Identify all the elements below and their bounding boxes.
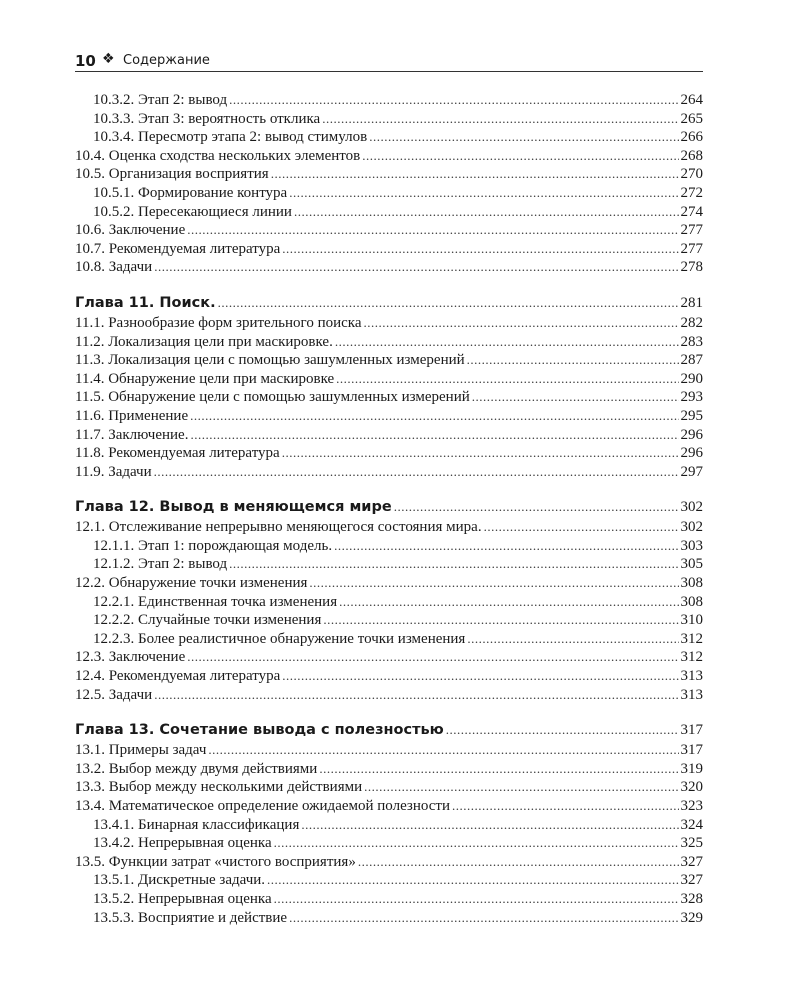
dot-leader	[282, 444, 679, 463]
dot-leader	[364, 778, 678, 797]
toc-entry-title: 10.3.2. Этап 2: вывод	[93, 92, 228, 108]
toc-entry-title: Глава 12. Вывод в меняющемся мире	[75, 499, 392, 516]
toc-page-number: 287	[680, 352, 703, 369]
toc-page-number: 319	[680, 760, 703, 777]
toc-page-number: 312	[680, 630, 703, 647]
toc-page-number: 266	[680, 129, 703, 146]
toc-entry[interactable]	[75, 463, 703, 482]
toc-entry[interactable]	[75, 333, 703, 352]
toc-page-number: 327	[680, 853, 703, 870]
toc-entry[interactable]	[75, 778, 703, 797]
toc-entry[interactable]	[75, 351, 703, 370]
toc-entry-title: 11.1. Разнообразие форм зрительного поиска	[75, 314, 362, 331]
dot-leader	[289, 909, 678, 928]
dot-leader	[472, 388, 679, 407]
toc-page-number: 325	[680, 835, 703, 852]
toc-entry-title: 11.6. Применение	[75, 407, 189, 424]
toc-entry[interactable]	[75, 741, 703, 760]
toc-entry[interactable]	[75, 909, 703, 928]
toc-entry-title: 13.1. Примеры задач	[75, 742, 207, 759]
toc-entry-title: 11.4. Обнаружение цели при маскировке	[75, 370, 335, 387]
toc-entry[interactable]	[75, 816, 703, 835]
dot-leader	[446, 719, 679, 741]
dot-leader	[467, 351, 679, 370]
toc-page-number: 305	[680, 556, 703, 573]
toc-page-number: 327	[680, 872, 703, 889]
toc-entry-title: 13.5.1. Дискретные задачи.	[93, 872, 266, 889]
toc-entry[interactable]	[75, 128, 703, 147]
running-header	[75, 50, 703, 72]
dot-leader	[154, 463, 679, 482]
dot-leader	[301, 816, 678, 835]
toc-page-number: 278	[680, 259, 703, 276]
toc-page-number: 317	[680, 742, 703, 759]
dot-leader	[323, 611, 678, 630]
toc-page-number: 323	[680, 798, 703, 814]
toc-entry[interactable]	[75, 444, 703, 463]
toc-entry-title: 10.3.3. Этап 3: вероятность отклика	[93, 110, 321, 127]
dot-leader	[289, 184, 678, 203]
dot-leader	[334, 537, 678, 556]
table-of-contents	[75, 91, 703, 927]
toc-page-number: 317	[680, 722, 703, 739]
toc-entry[interactable]	[75, 388, 703, 407]
dot-leader	[364, 314, 679, 333]
toc-page-number: 268	[680, 147, 703, 164]
toc-entry-title: 13.4.1. Бинарная классификация	[93, 816, 300, 833]
toc-page-number: 297	[680, 463, 703, 480]
dot-leader	[218, 292, 679, 314]
dot-leader	[319, 760, 678, 779]
toc-page-number: 328	[680, 890, 703, 907]
toc-entry-title: 10.8. Задачи	[75, 259, 153, 276]
toc-entry[interactable]	[75, 147, 703, 166]
toc-entry-title: 13.5. Функции затрат «чистого восприятия»	[75, 853, 356, 870]
dot-leader	[369, 128, 678, 147]
dot-leader	[208, 741, 678, 760]
toc-entry-title: Глава 11. Поиск.	[75, 294, 216, 311]
toc-entry-title: 12.1.2. Этап 2: вывод	[93, 556, 228, 573]
toc-entry-title: 13.5.2. Непрерывная оценка	[93, 890, 272, 907]
toc-entry-title: 12.5. Задачи	[75, 686, 153, 703]
toc-page-number: 282	[680, 314, 703, 331]
toc-page-number: 313	[680, 668, 703, 685]
toc-entry-title: 10.5.1. Формирование контура	[93, 184, 288, 201]
dot-leader	[271, 165, 679, 184]
toc-entry[interactable]	[75, 611, 703, 630]
toc-entry-title: 12.2.2. Случайные точки изменения	[93, 612, 322, 629]
dot-leader	[467, 630, 678, 649]
toc-entry[interactable]	[75, 871, 703, 890]
dot-leader	[154, 686, 678, 705]
toc-page-number: 329	[680, 909, 703, 926]
toc-entry[interactable]	[75, 760, 703, 779]
dot-leader	[282, 667, 678, 686]
toc-entry[interactable]	[75, 797, 703, 816]
toc-entry[interactable]	[75, 110, 703, 129]
toc-entry-title: 12.1.1. Этап 1: порождающая модель.	[93, 537, 333, 554]
toc-page-number: 295	[680, 407, 703, 424]
toc-page-number: 281	[680, 294, 703, 311]
toc-page-number: 274	[680, 203, 703, 220]
ornament-icon: ❖	[102, 51, 115, 67]
dot-leader	[274, 890, 679, 909]
toc-entry[interactable]	[75, 574, 703, 593]
toc-entry[interactable]	[75, 667, 703, 686]
toc-page-number: 296	[680, 426, 703, 443]
page-number: 10	[75, 52, 96, 70]
section-gap	[75, 704, 703, 719]
toc-page-number: 283	[680, 333, 703, 350]
toc-page-number: 265	[680, 110, 703, 127]
dot-leader	[282, 240, 678, 259]
toc-entry-title: 13.2. Выбор между двумя действиями	[75, 760, 318, 777]
toc-page-number: 302	[680, 519, 703, 536]
toc-entry-title: 13.4.2. Непрерывная оценка	[93, 835, 272, 852]
toc-page-number: 310	[680, 612, 703, 629]
toc-entry-title: 10.5.2. Пересекающиеся линии	[93, 203, 292, 220]
toc-entry[interactable]	[75, 407, 703, 426]
toc-entry[interactable]	[75, 518, 703, 537]
toc-entry-title: 11.9. Задачи	[75, 463, 152, 480]
dot-leader	[309, 574, 678, 593]
dot-leader	[267, 871, 678, 890]
toc-entry-title: 10.3.4. Пересмотр этапа 2: вывод стимулов	[93, 129, 368, 146]
dot-leader	[452, 797, 679, 816]
toc-entry-title: 12.2.1. Единственная точка изменения	[93, 593, 338, 610]
toc-page-number: 312	[680, 649, 703, 666]
toc-page-number: 296	[680, 445, 703, 462]
toc-page-number: 313	[680, 686, 703, 703]
toc-chapter[interactable]	[75, 292, 703, 314]
dot-leader	[335, 333, 679, 352]
dot-leader	[339, 593, 678, 612]
toc-entry[interactable]	[75, 537, 703, 556]
toc-entry[interactable]	[75, 630, 703, 649]
dot-leader	[229, 555, 678, 574]
toc-entry-title: Глава 13. Сочетание вывода с полезностью	[75, 722, 444, 739]
section-gap	[75, 481, 703, 496]
toc-entry-title: 10.6. Заключение	[75, 222, 186, 239]
toc-page-number: 308	[680, 593, 703, 610]
toc-page-number: 303	[680, 537, 703, 554]
toc-entry[interactable]	[75, 221, 703, 240]
toc-entry-title: 12.1. Отслеживание непрерывно меняющегося состояния мира.	[75, 519, 482, 536]
toc-entry-title: 11.7. Заключение.	[75, 426, 189, 443]
toc-entry-title: 13.3. Выбор между несколькими действиями	[75, 779, 363, 796]
dot-leader	[187, 648, 678, 667]
toc-page-number: 302	[680, 499, 703, 516]
dot-leader	[190, 426, 678, 445]
toc-entry[interactable]	[75, 853, 703, 872]
toc-entry[interactable]	[75, 184, 703, 203]
toc-entry-title: 13.4. Математическое определение ожидаемой полезности	[75, 798, 450, 814]
toc-chapter[interactable]	[75, 496, 703, 518]
dot-leader	[229, 91, 678, 110]
toc-page-number: 308	[680, 575, 703, 592]
toc-entry[interactable]	[75, 426, 703, 445]
dot-leader	[187, 221, 678, 240]
toc-entry-title: 10.4. Оценка сходства нескольких элементов	[75, 147, 361, 164]
toc-page-number: 324	[680, 816, 703, 833]
toc-entry-title: 12.2. Обнаружение точки изменения	[75, 575, 308, 592]
toc-entry-title: 11.8. Рекомендуемая литература	[75, 445, 280, 462]
toc-entry-title: 11.3. Локализация цели с помощью зашумленных измерений	[75, 352, 465, 369]
toc-entry[interactable]	[75, 258, 703, 277]
toc-page-number: 272	[680, 184, 703, 201]
dot-leader	[362, 147, 678, 166]
toc-entry-title: 11.5. Обнаружение цели с помощью зашумленных измерений	[75, 389, 470, 406]
toc-entry[interactable]	[75, 555, 703, 574]
toc-entry[interactable]	[75, 203, 703, 222]
toc-page-number: 264	[680, 92, 703, 108]
toc-entry[interactable]	[75, 890, 703, 909]
dot-leader	[154, 258, 678, 277]
toc-entry-title: 10.7. Рекомендуемая литература	[75, 240, 281, 257]
toc-page-number: 277	[680, 240, 703, 257]
toc-entry[interactable]	[75, 686, 703, 705]
running-title: Содержание	[123, 53, 210, 68]
toc-page-number: 270	[680, 166, 703, 183]
toc-entry[interactable]	[75, 834, 703, 853]
toc-entry[interactable]	[75, 240, 703, 259]
toc-page-number: 277	[680, 222, 703, 239]
toc-entry[interactable]	[75, 314, 703, 333]
dot-leader	[484, 518, 679, 537]
toc-entry-title: 12.4. Рекомендуемая литература	[75, 668, 281, 685]
toc-entry[interactable]	[75, 593, 703, 612]
dot-leader	[274, 834, 679, 853]
toc-page-number: 293	[680, 389, 703, 406]
dot-leader	[294, 203, 679, 222]
toc-chapter[interactable]	[75, 719, 703, 741]
dot-leader	[190, 407, 678, 426]
toc-entry[interactable]	[75, 648, 703, 667]
toc-entry[interactable]	[75, 165, 703, 184]
toc-entry-title: 11.2. Локализация цели при маскировке.	[75, 333, 333, 350]
toc-page-number: 290	[680, 370, 703, 387]
section-gap	[75, 277, 703, 292]
dot-leader	[394, 496, 679, 518]
toc-entry[interactable]	[75, 91, 703, 110]
toc-entry-title: 12.3. Заключение	[75, 649, 186, 666]
toc-entry[interactable]	[75, 370, 703, 389]
toc-entry-title: 10.5. Организация восприятия	[75, 166, 269, 183]
toc-page-number: 320	[680, 779, 703, 796]
dot-leader	[322, 110, 678, 129]
dot-leader	[336, 370, 678, 389]
toc-entry-title: 13.5.3. Восприятие и действие	[93, 909, 288, 926]
toc-entry-title: 12.2.3. Более реалистичное обнаружение точки изменения	[93, 630, 466, 647]
dot-leader	[358, 853, 679, 872]
